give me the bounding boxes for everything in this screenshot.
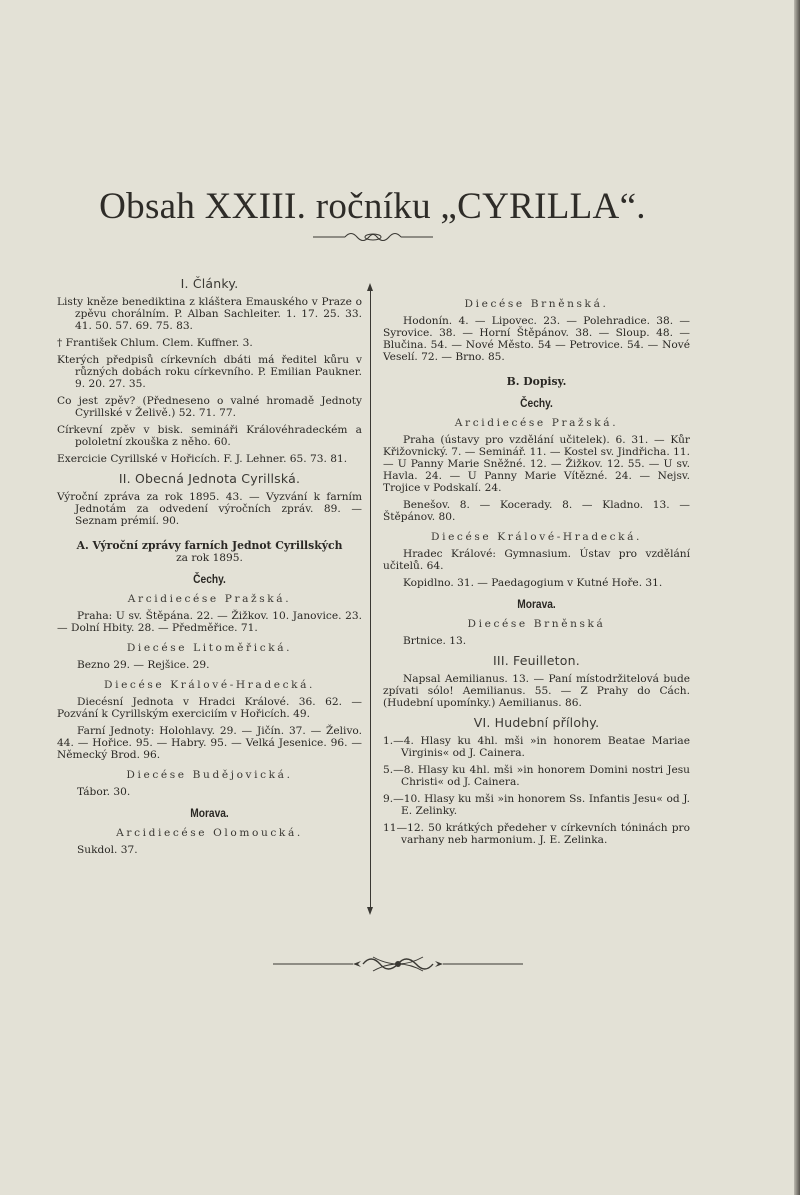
subsection-heading: B. Dopisy. — [506, 375, 567, 388]
index-entry: Bezno 29. — Rejšice. 29. — [77, 659, 210, 671]
index-entry: † František Chlum. Clem. Kuffner. 3. — [57, 337, 253, 349]
left-column — [57, 278, 362, 861]
diocese-heading: Arcidiecése Olomoucká. — [116, 827, 303, 839]
bottom-flourish-ornament-icon — [25, 953, 770, 979]
diocese-heading: Diecése Králové-Hradecká. — [103, 679, 316, 691]
subsection-heading: za rok 1895. — [176, 552, 243, 564]
index-entry: Brtnice. 13. — [403, 635, 467, 647]
right-column — [383, 290, 690, 851]
index-entry: Tábor. 30. — [77, 786, 131, 798]
index-entry: 11—12. 50 krátkých předeher v církevních tóninách pro varhany neb harmonium. J. E. Zelinka. — [383, 822, 690, 846]
diocese-heading: Arcidiecése Pražská. — [454, 417, 619, 429]
section-heading: III. Feuilleton. — [493, 653, 580, 668]
index-entry: Praha (ústavy pro vzdělání učitelek). 6. 31. — Kůr Křižovnický. 7. — Seminář. 11. — Kostel sv. Jindřicha. 11. — U Panny Marie Sněžné. 12. — Žižkov. 12. 55. — U sv. Havla. 24. — U Panny Marie Vítězné. 24. — Nejsv. Trojice v Podskalí. 24. — [383, 434, 690, 494]
index-entry: Benešov. 8. — Kocerady. 8. — Kladno. 13. — Štěpánov. 80. — [383, 499, 690, 523]
page-edge-shadow — [794, 0, 800, 1195]
index-entry: Kterých předpisů církevních dbáti má ředitel kůru v různých dobách roku církevního. P. Emilian Paukner. 9. 20. 27. 35. — [57, 354, 362, 390]
diocese-heading: Arcidiecése Pražská. — [127, 593, 292, 605]
section-heading: II. Obecná Jednota Cyrillská. — [118, 471, 301, 486]
index-entry: Hodonín. 4. — Lipovec. 23. — Polehradice. 38. — Syrovice. 38. — Horní Štěpánov. 38. — Sloup. 48. — Blučina. 54. — Nové Město. 54 — Petrovice. 54. — Nové Veselí. 72. — Brno. 85. — [383, 315, 690, 363]
index-entry: Diecésní Jednota v Hradci Králové. 36. 62. — Pozvání k Cyrillským exerciciím v Hořicích. 49. — [57, 696, 362, 720]
page-title: Obsah XXIII. ročníku „CYRILLA“. — [99, 185, 646, 227]
index-entry: Církevní zpěv v bisk. semináři Královéhradeckém a pololetní zkouška z něho. 60. — [57, 424, 362, 448]
diocese-heading: Diecése Budějovická. — [126, 769, 293, 781]
region-heading: Čechy. — [193, 572, 226, 586]
subsection-heading: A. Výroční zprávy farních Jednot Cyrillských — [76, 539, 343, 552]
region-heading: Morava. — [517, 597, 556, 611]
region-heading: Čechy. — [520, 396, 553, 410]
index-entry: Co jest zpěv? (Předneseno o valné hromadě Jednoty Cyrillské v Želivě.) 52. 71. 77. — [57, 395, 362, 419]
index-entry: Napsal Aemilianus. 13. — Paní místodržitelová bude zpívati sólo! Aemilianus. 55. — Z Prahy do Cách. (Hudební upomínky.) Aemilianus. 86. — [383, 673, 690, 709]
index-entry: Farní Jednoty: Holohlavy. 29. — Jičín. 37. — Želivo. 44. — Hořice. 95. — Habry. 95. — Velká Jesenice. 96. — Německý Brod. 96. — [57, 725, 362, 761]
index-entry: Sukdol. 37. — [77, 844, 138, 856]
index-entry: Praha: U sv. Štěpána. 22. — Žižkov. 10. Janovice. 23. — Dolní Hbity. 28. — Předměřice. 71. — [57, 610, 362, 634]
region-heading: Morava. — [190, 806, 229, 820]
index-entry: Listy kněze benediktina z kláštera Emauského v Praze o zpěvu chorálním. P. Alban Sachleiter. 1. 17. 25. 33. 41. 50. 57. 69. 75. 83. — [57, 296, 362, 332]
diocese-heading: Diecése Králové-Hradecká. — [430, 531, 643, 543]
diocese-heading: Diecése Litoměřická. — [126, 642, 293, 654]
top-flourish-ornament-icon — [0, 228, 745, 250]
index-entry: 5.—8. Hlasy ku 4hl. mši »in honorem Domini nostri Jesu Christi« od J. Cainera. — [383, 764, 690, 788]
index-entry: 1.—4. Hlasy ku 4hl. mši »in honorem Beatae Mariae Virginis« od J. Cainera. — [383, 735, 690, 759]
diocese-heading: Diecése Brněnská — [467, 618, 606, 630]
section-heading: VI. Hudební přílohy. — [473, 715, 600, 730]
index-entry: Exercicie Cyrillské v Hořicích. F. J. Lehner. 65. 73. 81. — [57, 453, 348, 465]
section-heading: I. Články. — [180, 276, 239, 291]
diocese-heading: Diecése Brněnská. — [464, 298, 609, 310]
index-entry: 9.—10. Hlasy ku mši »in honorem Ss. Infantis Jesu« od J. E. Zelinky. — [383, 793, 690, 817]
column-divider-arrow — [370, 288, 371, 910]
index-entry: Kopidlno. 31. — Paedagogium v Kutné Hoře. 31. — [403, 577, 663, 589]
index-entry: Hradec Králové: Gymnasium. Ústav pro vzdělání učitelů. 64. — [383, 548, 690, 572]
index-entry: Výroční zpráva za rok 1895. 43. — Vyzvání k farním Jednotám za odvedení výročních zpráv. 89. — Seznam prémií. 90. — [57, 491, 362, 527]
